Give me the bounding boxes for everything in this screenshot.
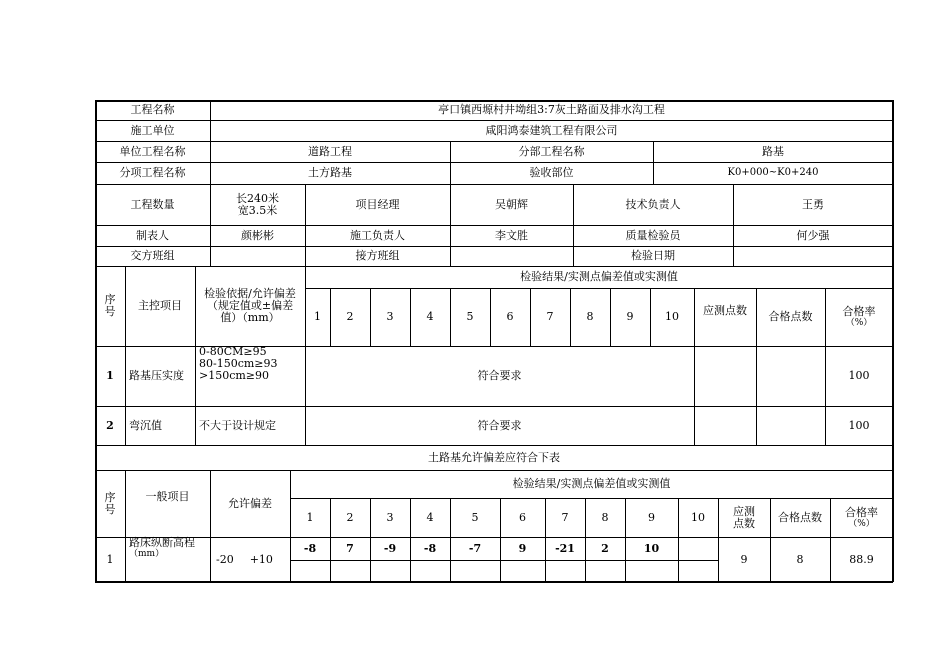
handover-team-label: 交方班组 <box>130 249 175 262</box>
main-col-6: 6 <box>506 310 514 323</box>
general-rate-unit: （%） <box>848 518 875 529</box>
general-qualified-header: 合格点数 <box>778 510 822 524</box>
main-rate-unit: （%） <box>845 318 873 328</box>
item-project-label: 分项工程名称 <box>119 166 186 179</box>
general-col-10: 10 <box>691 510 705 524</box>
main-row2-basis: 不大于设计规定 <box>199 418 276 432</box>
quantity-label: 工程数量 <box>130 197 175 211</box>
general-row1-item <box>125 537 210 582</box>
division-label: 分部工程名称 <box>518 144 585 158</box>
main-row2-qualified <box>756 406 825 445</box>
inspection-date-value <box>733 246 893 266</box>
main-col-5: 5 <box>466 310 474 323</box>
general-row1-tolerance <box>210 537 290 582</box>
general-row1-tol-low: -20 <box>216 552 234 566</box>
tabulator-label: 制表人 <box>136 228 169 242</box>
main-col-8: 8 <box>586 310 594 323</box>
general-row1-qualified: 8 <box>796 552 804 566</box>
item-project-value: 土方路基 <box>308 166 352 179</box>
general-row1-seq: 1 <box>106 552 114 566</box>
pm-label: 项目经理 <box>355 197 400 211</box>
main-item-header: 主控项目 <box>138 299 182 312</box>
general-row1-v5: -7 <box>468 541 482 555</box>
general-row1-v7: -21 <box>555 541 575 555</box>
main-row1-seq: 1 <box>106 369 114 382</box>
general-row1-v9: 10 <box>643 541 660 555</box>
site-lead-label: 施工负责人 <box>350 228 405 242</box>
main-row1-basis <box>195 346 305 406</box>
division-value: 路基 <box>762 144 784 158</box>
main-row1-item: 路基压实度 <box>129 369 184 382</box>
acceptance-part-value: K0+000~K0+240 <box>727 167 819 178</box>
inspection-record-sheet <box>95 100 893 582</box>
receiver-team-label: 接方班组 <box>355 249 400 262</box>
project-name-label: 工程名称 <box>130 103 175 116</box>
inspector-value: 何少强 <box>796 228 830 242</box>
main-col-10: 10 <box>665 310 679 323</box>
main-row1-qualified <box>756 346 825 406</box>
main-row2-measured <box>694 406 756 445</box>
inspector-label: 质量检验员 <box>625 228 681 242</box>
main-row2-seq: 2 <box>106 418 114 432</box>
general-row1-v8: 2 <box>601 541 609 555</box>
general-row1-item-name: 路床纵断高程 <box>129 536 195 549</box>
general-row1-measured: 9 <box>740 552 748 566</box>
general-row1-rate: 88.9 <box>849 552 874 566</box>
general-measured-header: 应测点数 <box>733 504 755 530</box>
quantity-value <box>210 184 305 225</box>
general-col-3: 3 <box>386 510 394 524</box>
main-rate-label: 合格率 <box>842 305 876 318</box>
quantity-length: 长240米 <box>236 191 279 205</box>
tech-lead-value: 王勇 <box>802 197 824 211</box>
general-item-header: 一般项目 <box>145 490 190 503</box>
main-row1-basis-3: >150cm≥90 <box>199 369 270 382</box>
inspection-date-label: 检验日期 <box>631 249 675 262</box>
main-rate-header <box>825 288 893 346</box>
tech-lead-label: 技术负责人 <box>625 197 681 211</box>
general-row1-v4: -8 <box>423 541 437 555</box>
general-row1-v6: 9 <box>518 541 527 555</box>
main-row1-basis-2: 80-150cm≥93 <box>199 357 278 370</box>
general-row1-tol-high: +10 <box>249 552 273 566</box>
general-col-1: 1 <box>306 510 314 524</box>
unit-project-label: 单位工程名称 <box>119 144 186 158</box>
main-col-2: 2 <box>346 310 354 323</box>
general-row1-v2: 7 <box>346 541 354 555</box>
main-seq-header: 序号 <box>104 293 116 318</box>
quantity-width: 宽3.5米 <box>237 203 278 217</box>
handover-team-value <box>210 246 305 266</box>
main-basis-header: 检验依据/允许偏差（规定值或±偏差值）（mm） <box>204 287 296 324</box>
general-row1-v3: -9 <box>383 541 397 555</box>
general-row1-item-unit: （mm） <box>129 549 165 559</box>
main-row2-item: 弯沉值 <box>129 418 162 432</box>
general-row1-v1: -8 <box>303 541 317 555</box>
main-row1-result: 符合要求 <box>477 369 522 382</box>
general-tolerance-header: 允许偏差 <box>228 496 272 510</box>
main-measured-header: 应测点数 <box>703 304 747 317</box>
receiver-team-value <box>450 246 573 266</box>
main-row1-basis-1: 0-80CM≥95 <box>199 345 267 358</box>
general-col-4: 4 <box>426 510 434 524</box>
general-col-6: 6 <box>519 510 526 524</box>
main-row1-rate: 100 <box>848 369 870 382</box>
main-row2-rate: 100 <box>848 418 870 432</box>
main-qualified-header: 合格点数 <box>768 310 813 323</box>
main-col-1: 1 <box>314 310 321 323</box>
pm-value: 吴朝辉 <box>495 197 528 211</box>
tabulator-value: 颜彬彬 <box>241 228 274 242</box>
main-col-4: 4 <box>426 310 434 323</box>
general-col-5: 5 <box>471 510 479 524</box>
main-row1-measured <box>694 346 756 406</box>
main-results-header: 检验结果/实测点偏差值或实测值 <box>520 270 678 283</box>
general-results-header: 检验结果/实测点偏差值或实测值 <box>512 477 671 490</box>
main-row2-result: 符合要求 <box>477 418 522 432</box>
general-rate-label: 合格率 <box>845 505 878 519</box>
general-seq-header: 序号 <box>104 490 116 516</box>
contractor-label: 施工单位 <box>130 123 175 137</box>
general-col-2: 2 <box>346 510 354 524</box>
unit-project-value: 道路工程 <box>308 144 352 158</box>
acceptance-part-label: 验收部位 <box>529 166 574 179</box>
main-col-9: 9 <box>626 310 634 323</box>
site-lead-value: 李文胜 <box>495 228 528 242</box>
general-col-7: 7 <box>561 510 569 524</box>
general-col-8: 8 <box>601 510 609 524</box>
general-row1-v10 <box>678 537 718 560</box>
general-col-9: 9 <box>648 510 655 524</box>
project-name-value: 亭口镇西塬村井坳组3:7灰土路面及排水沟工程 <box>438 103 665 116</box>
main-col-3: 3 <box>386 310 394 323</box>
general-note: 土路基允许偏差应符合下表 <box>428 450 560 464</box>
main-col-7: 7 <box>546 310 554 323</box>
general-rate-header <box>830 498 893 537</box>
contractor-value: 咸阳鸿泰建筑工程有限公司 <box>485 123 618 137</box>
